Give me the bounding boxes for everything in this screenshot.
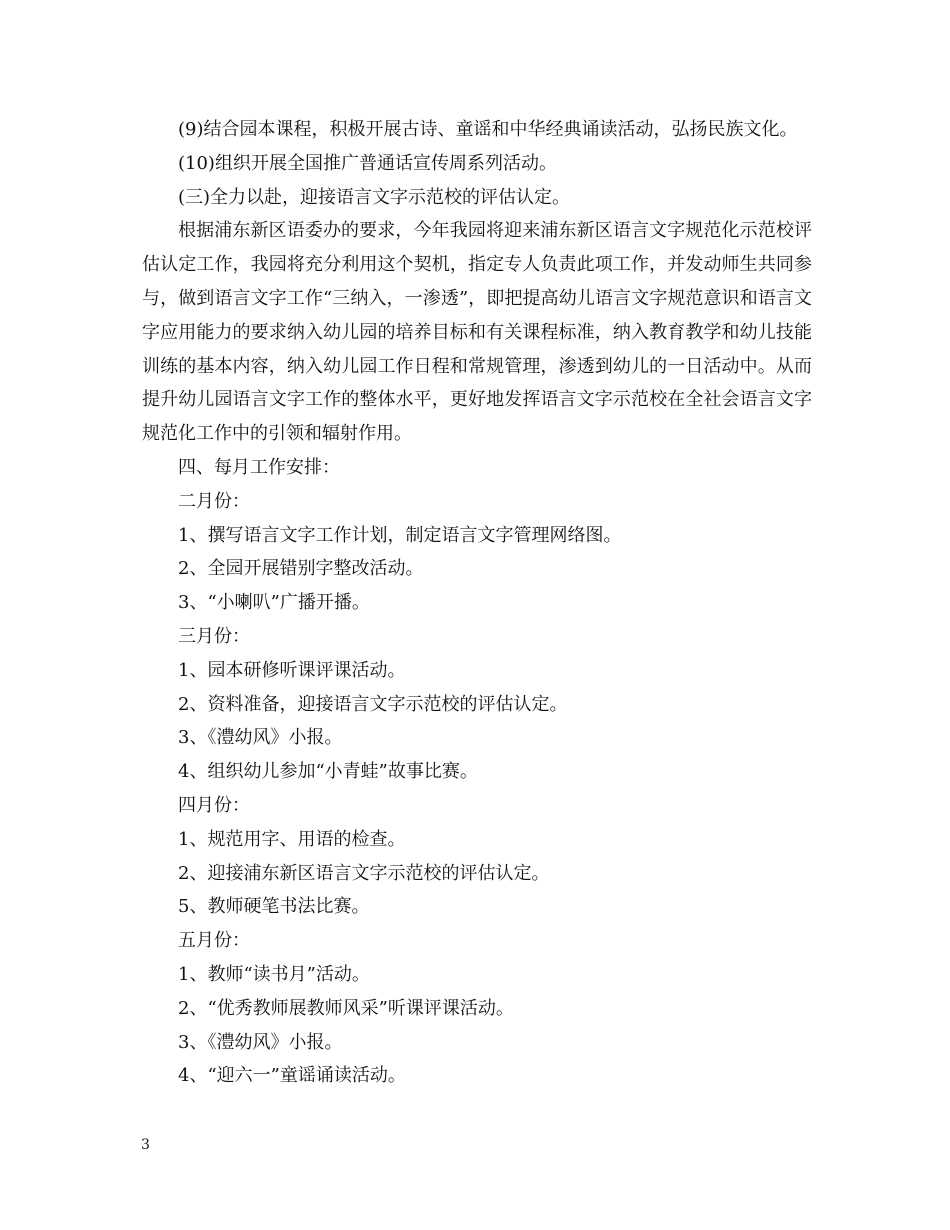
list-item: 4、组织幼儿参加“小青蛙”故事比赛。 [178, 761, 478, 783]
item-line-10: (10)组织开展全国推广普通话宣传周系列活动。 [178, 152, 557, 174]
item-line-9: (9)结合园本课程，积极开展古诗、童谣和中华经典诵读活动，弘扬民族文化。 [178, 119, 798, 140]
month-title-march: 三月份： [178, 625, 250, 647]
month-title-april: 四月份： [178, 794, 250, 816]
list-item: 3、《澧幼风》小报。 [178, 727, 343, 749]
list-item: 2、迎接浦东新区语言文字示范校的评估认定。 [178, 862, 550, 884]
month-title-february: 二月份： [178, 490, 250, 512]
page-number: 3 [141, 1137, 150, 1153]
list-item: 1、园本研修听课评课活动。 [178, 659, 406, 681]
list-item: 2、“优秀教师展教师风采”听课评课活动。 [178, 997, 514, 1019]
list-item: 2、资料准备，迎接语言文字示范校的评估认定。 [178, 693, 568, 715]
list-item: 1、教师“读书月”活动。 [178, 963, 370, 985]
section-heading: 四、每月工作安排： [178, 456, 340, 478]
list-item: 3、《澧幼风》小报。 [178, 1031, 343, 1053]
document-body [142, 113, 812, 1093]
list-item: 5、教师硬笔书法比赛。 [178, 896, 370, 918]
subsection-heading: (三)全力以赴，迎接语言文字示范校的评估认定。 [178, 186, 571, 208]
list-item: 2、全园开展错别字整改活动。 [178, 558, 424, 580]
list-item: 1、规范用字、用语的检查。 [178, 828, 406, 850]
body-paragraph: 根据浦东新区语委办的要求，今年我园将迎来浦东新区语言文字规范化示范校评估认定工作，我园将充分利用这个契机，指定专人负责此项工作，并发动师生共同参与，做到语言文字工作“三纳入，一渗透”，即把提高幼儿语言文字规范意识和语言文字应用能力的要求纳入幼儿园的培养目标和有关课程标准，纳入教育教学和幼儿技能训练的基本内容，纳入幼儿园工作日程和常规管理，渗透到幼儿的一日活动中。从而提升幼儿园语言文字工作的整体水平，更好地发挥语言文字示范校在全社会语言文字规范化工作中的引领和辐射作用。 [142, 220, 812, 445]
month-title-may: 五月份： [178, 930, 250, 952]
list-item: 1、撰写语言文字工作计划，制定语言文字管理网络图。 [178, 524, 622, 546]
list-item: 3、“小喇叭”广播开播。 [178, 592, 370, 614]
list-item: 4、“迎六一”童谣诵读活动。 [178, 1065, 406, 1087]
